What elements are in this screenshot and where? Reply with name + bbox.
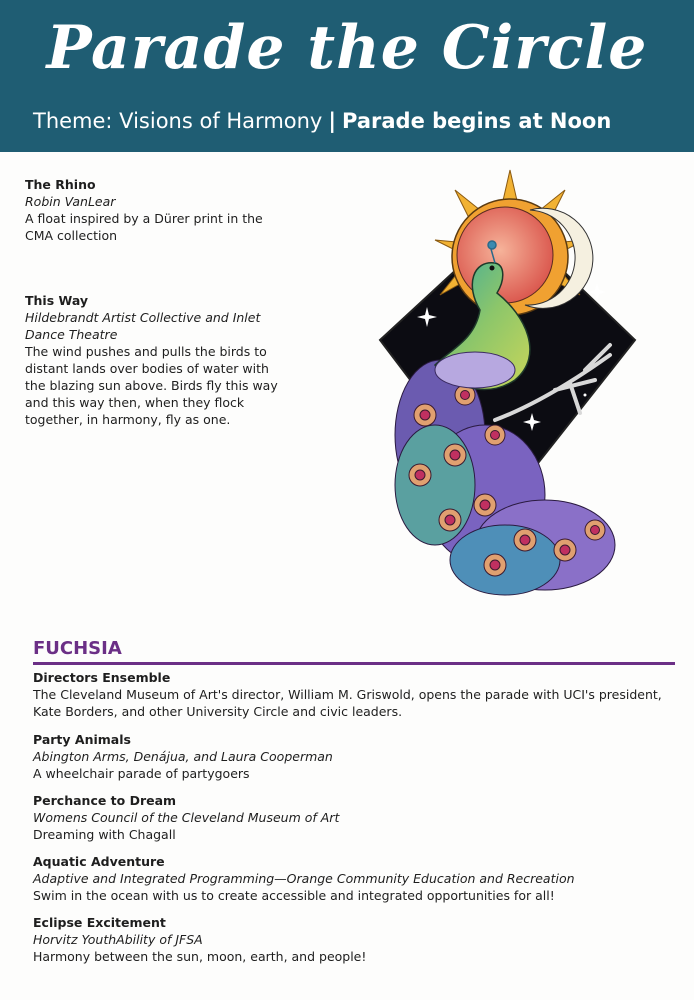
entry-eclipse-excitement (33, 914, 673, 965)
entry-description: The Cleveland Museum of Art's director, William M. Griswold, opens the parade with UCI's president, Kate Borders, and other University Circle and civic leaders. (33, 687, 662, 719)
entry-name: The Rhino (25, 177, 96, 192)
entry-description: Dreaming with Chagall (33, 827, 176, 842)
entry-aquatic-adventure (33, 853, 673, 904)
entry-the-rhino (25, 176, 290, 244)
entry-by: Abington Arms, Denájua, and Laura Cooperman (33, 749, 333, 764)
entry-by: Horvitz YouthAbility of JFSA (33, 932, 203, 947)
entry-party-animals (33, 731, 673, 782)
entry-by: Womens Council of the Cleveland Museum of Art (33, 810, 340, 825)
entry-name: Party Animals (33, 732, 131, 747)
entry-description: A wheelchair parade of partygoers (33, 766, 250, 781)
peacock-illustration-icon (355, 165, 655, 605)
entry-name: Directors Ensemble (33, 670, 171, 685)
entry-by: Adaptive and Integrated Programming—Orange Community Education and Recreation (33, 871, 575, 886)
entry-name: This Way (25, 293, 89, 308)
section-divider (33, 662, 675, 665)
fuchsia-section (33, 638, 675, 665)
entry-this-way (25, 292, 290, 428)
page-title: Parade the Circle (46, 13, 648, 83)
header-banner (0, 0, 694, 152)
theme-line (33, 107, 611, 135)
entry-description: The wind pushes and pulls the birds to distant lands over bodies of water with the blazing sun above. Birds fly this way and this way then, when they flock together, in harmony, fly as one. (25, 344, 278, 427)
entry-directors-ensemble (33, 669, 673, 720)
entry-by: Robin VanLear (25, 194, 116, 209)
entry-name: Aquatic Adventure (33, 854, 165, 869)
entry-description: Swim in the ocean with us to create accessible and integrated opportunities for all! (33, 888, 555, 903)
entry-description: A float inspired by a Dürer print in the CMA collection (25, 211, 263, 243)
theme-separator: | (328, 109, 337, 133)
entry-by: Hildebrandt Artist Collective and Inlet Dance Theatre (25, 310, 261, 342)
entry-description: Harmony between the sun, moon, earth, and people! (33, 949, 367, 964)
entry-perchance-to-dream (33, 792, 673, 843)
entry-name: Eclipse Excitement (33, 915, 166, 930)
theme-text: Theme: Visions of Harmony (33, 109, 323, 133)
start-time-text: Parade begins at Noon (342, 109, 612, 133)
entry-name: Perchance to Dream (33, 793, 177, 808)
section-title: FUCHSIA (33, 638, 122, 659)
